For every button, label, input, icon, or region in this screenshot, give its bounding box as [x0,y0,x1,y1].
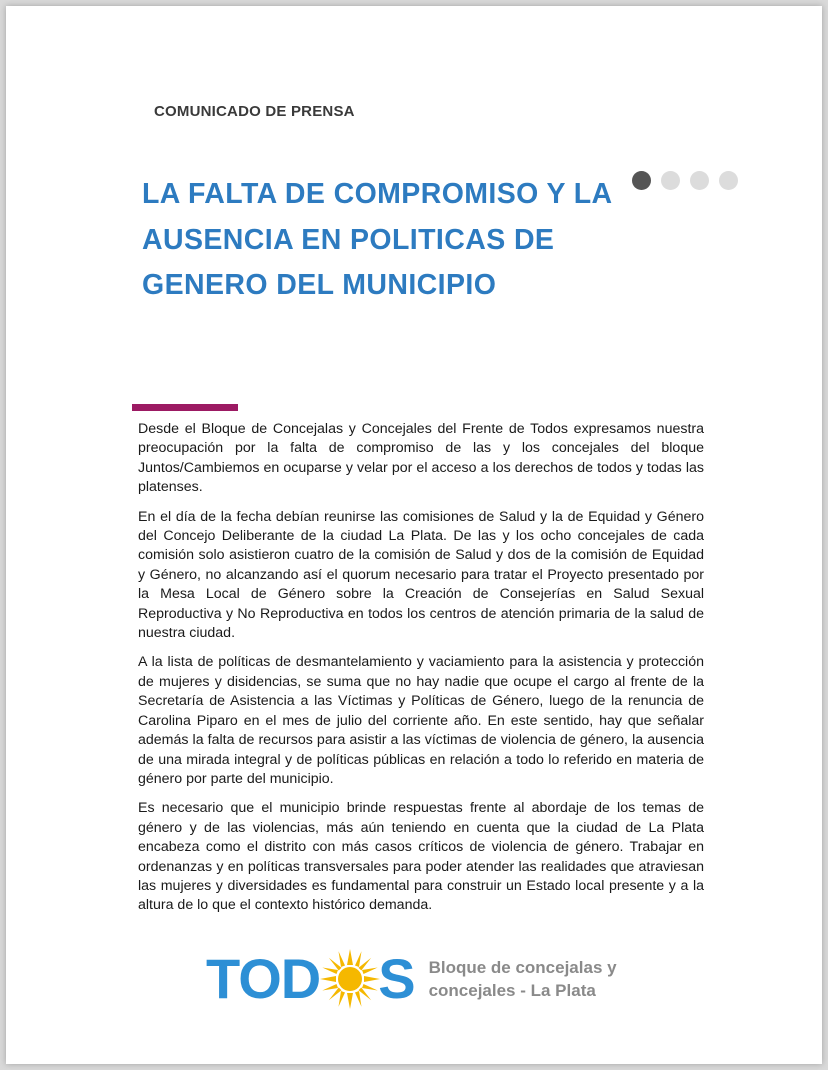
document-page [6,6,822,1064]
page-dot-1[interactable] [632,171,651,190]
todos-logo [206,946,415,1011]
paragraph: A la lista de políticas de desmantelamiento y vaciamiento para la asistencia y protección de mujeres y disidencias, se suma que no hay nadie que ocupe el cargo al frente de la Secretaría de Asistencia a las Víctimas y Políticas de Género, luego de la renuncia de Carolina Piparo en el mes de julio del corriente año. En este sentido, hay que señalar además la falta de recursos para asistir a las víctimas de violencia de género, la ausencia de una mirada integral y de políticas públicas en relación a todo lo referido en materia de género por parte del municipio. [138,654,704,787]
page-dot-4[interactable] [719,171,738,190]
paragraph: En el día de la fecha debían reunirse las comisiones de Salud y la de Equidad y Género del Concejo Deliberante de la ciudad La Plata. De las y los ocho concejales de cada comisión solo asistieron cuatro de la comisión de Salud y dos de la comisión de Equidad y Género, no alcanzando así el quorum necesario para tratar el Proyecto presentado por la Mesa Local de Género sobre la Creación de Consejerías en Salud Sexual Reproductiva y No Reproductiva en todos los centros de atención primaria de la salud de nuestra ciudad. [138,508,704,642]
page-indicator[interactable] [632,171,738,190]
bloc-tagline [429,956,617,1002]
paragraph: Es necesario que el municipio brinde respuestas frente al abordaje de los temas de género y de las violencias, más aún teniendo en cuenta que la ciudad de La Plata encabeza como el distrito con más casos críticos de violencia de género. Trabajar en ordenanzas y en políticas transversales para poder atender las realidades que atraviesan las mujeres y diversidades es fundamental para construir un Estado local presente y a la altura de lo que el contexto histórico demanda. [138,800,704,914]
paragraph: Desde el Bloque de Concejalas y Concejales del Frente de Todos expresamos nuestra preocupación por la falta de compromiso de las y los concejales del bloque Juntos/Cambiemos en ocuparse y velar por el acceso a los derechos de todos y todas las platenses. [138,421,704,496]
logo-text-right: S [378,947,415,1010]
footer-logo-block [206,946,617,1011]
tagline-line-2: concejales - La Plata [428,980,596,1000]
page-dot-2[interactable] [661,171,680,190]
tagline-line-1: Bloque de concejalas y [428,957,617,977]
logo-text-left: TOD [206,947,321,1010]
press-release-body [138,420,704,926]
headline: LA FALTA DE COMPROMISO Y LA AUSENCIA EN POLITICAS DE GENERO DEL MUNICIPIO [142,178,612,301]
page-dot-3[interactable] [690,171,709,190]
sun-icon [318,947,382,1011]
press-release-label: COMUNICADO DE PRENSA [154,103,355,120]
accent-divider [132,404,238,411]
